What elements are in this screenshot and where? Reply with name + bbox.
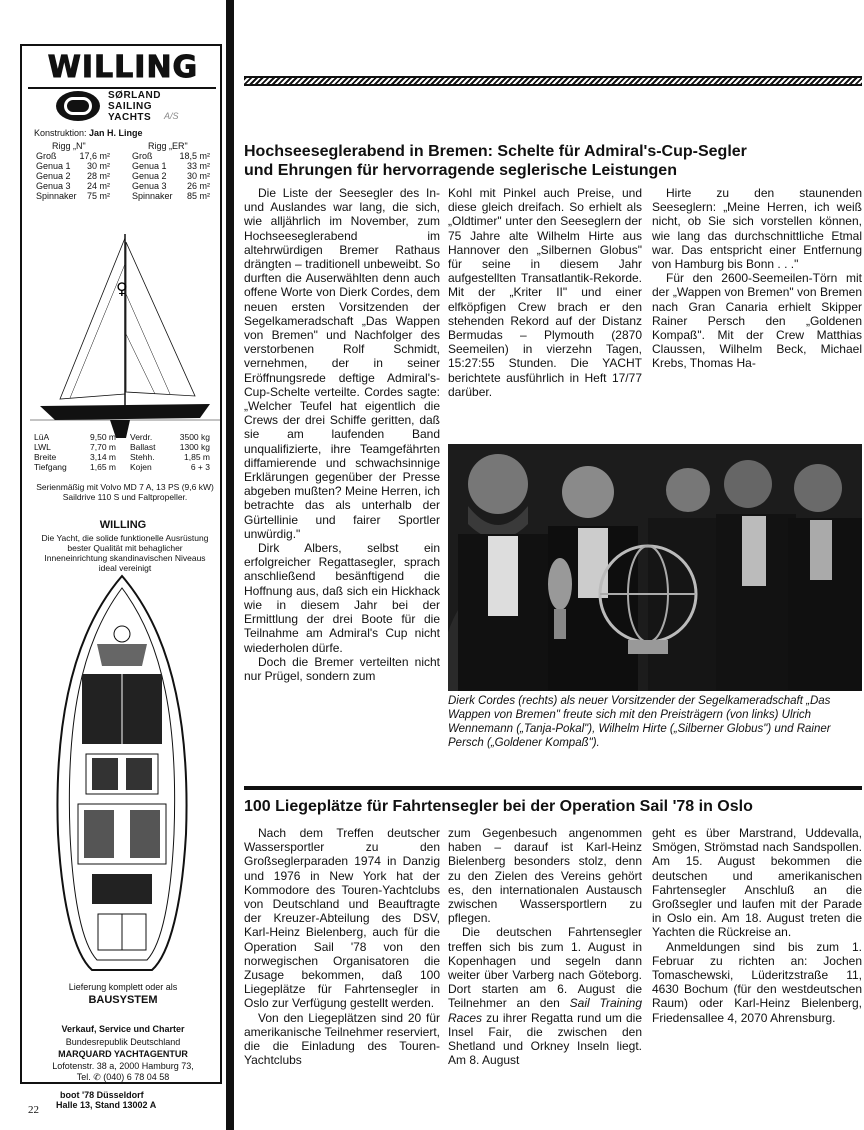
rigg-value: 24 m² <box>86 181 110 191</box>
ad-divider <box>28 87 216 89</box>
rigg-row <box>36 161 110 171</box>
ad-logo-suffix: A/S <box>164 111 179 121</box>
article1-column-2 <box>448 186 642 399</box>
spec-row <box>130 452 210 462</box>
fair-line-2: Halle 13, Stand 13002 A <box>56 1100 157 1110</box>
deck-plan-drawing <box>52 574 192 974</box>
ss-logo-icon <box>56 91 100 121</box>
ad-brand-title: WILLING <box>47 50 199 85</box>
spec-label: LWL <box>34 442 51 452</box>
paragraph: Dirk Albers, selbst ein erfolgreicher Regattasegler, sprach anschließend besänftigend die Hoffnung aus, daß sich ein Hickhack wie in diesem Jahr bei der Ermittlung der drei Boote für die Teilnahme am Admiral's Cup nicht wiederholen dürfe. <box>244 541 440 655</box>
yacht-description: Die Yacht, die solide funktionelle Ausrüstung bester Qualität mit behaglicher Inneneinrichtung skandinavischen Niveaus ideal vereinigt <box>41 533 209 573</box>
spec-label: Stehh. <box>130 452 155 462</box>
article2-column-3 <box>652 826 862 1025</box>
spec-value: 9,50 m <box>90 432 116 442</box>
article2-column-1 <box>244 826 440 1067</box>
ad-logo-line-1: SØRLAND <box>108 90 161 101</box>
specs-left <box>34 432 116 472</box>
page-number: 22 <box>28 1104 39 1116</box>
rigg-value: 30 m² <box>186 171 210 181</box>
rigg-label: Groß <box>36 151 57 161</box>
rigg-value: 30 m² <box>86 161 110 171</box>
rigg-label: Spinnaker <box>132 191 173 201</box>
rigg-er-table <box>132 141 210 201</box>
paragraph: Kohl mit Pinkel auch Preise, und diese gleich dreifach. So erhielt als „Oldtimer" unter den Seeseglern der 75 Jahre alte Wilhelm Hirte aus Hannover den „Silbernen Globus" für seine in diesem Jahr aufgestellten Transatlantik-Rekorde. Mit der „Kriter II" und einer elfköpfigen Crew brach er den stehenden Rekord auf der Distanz Bermudas – Plymouth (2870 Seemeilen) in vierzehn Tagen, 15:27:55 Stunden. Die YACHT berichtete ausführlich in Heft 17/77 darüber. <box>448 186 642 399</box>
spec-label: Tiefgang <box>34 462 67 472</box>
rigg-row <box>132 181 210 191</box>
rigg-row <box>36 191 110 201</box>
paragraph: Die Liste der Seesegler des In- und Auslandes war lang, die sich, wie alljährlich im November, zum Hochseeseglerabend im altehrwürdigen Bremer Rathaus drängten – traditionell unbeweibt. So durften die Auserwählten denn auch offene Worte von Dierk Cordes, dem neuen ersten Vorsitzenden der Segelkameradschaft „Das Wappen von Bremen" und Nachfolger des verstorbenen Rolf Schmidt, vernehmen, der in seiner Eröffnungsrede deftige Admiral's-Cup-Schelte verteilte. Cordes sagte: „Welcher Teufel hat eigentlich die Crews der drei Schiffe geritten, daß sie am laufenden Band unqualifizierte, ihre Teamgefährten diffamierende und schwachsinnige Erklärungen gegenüber der Presse abgeben mußten? Meine Herren, ich betrachte das als unterhalb der Gürtellinie und fairer Sportler unwürdig." <box>244 186 440 541</box>
rigg-label: Genua 1 <box>36 161 71 171</box>
rigg-label: Genua 3 <box>132 181 167 191</box>
paragraph <box>448 925 642 1067</box>
article2-column-2 <box>448 826 642 1067</box>
fair-line-1: boot '78 Düsseldorf <box>60 1090 144 1100</box>
ad-agency: MARQUARD YACHTAGENTUR <box>58 1049 188 1059</box>
spec-row <box>34 452 116 462</box>
ad-logo-line-2: SAILING <box>108 101 153 112</box>
rigg-label: Spinnaker <box>36 191 77 201</box>
rigg-label: Groß <box>132 151 153 161</box>
spec-value: 3500 kg <box>179 432 210 442</box>
ad-brand-small: WILLING <box>99 519 147 531</box>
article1-title-line1: Hochseeseglerabend in Bremen: Schelte für Admiral's-Cup-Segler <box>244 143 747 160</box>
rigg-value: 75 m² <box>86 191 110 201</box>
spec-row <box>34 442 116 452</box>
rigg-label: Genua 2 <box>132 171 167 181</box>
spec-row <box>130 462 210 472</box>
rigg-value: 28 m² <box>86 171 110 181</box>
rigg-row <box>36 171 110 181</box>
spec-value: 1300 kg <box>179 442 210 452</box>
spec-label: Ballast <box>130 442 156 452</box>
spec-row <box>130 442 210 452</box>
ad-designer-label: Konstruktion: <box>34 128 87 138</box>
ad-service: Verkauf, Service und Charter <box>61 1024 185 1034</box>
ad-phone: Tel. ✆ (040) 6 78 04 58 <box>76 1072 170 1082</box>
rigg-label: Genua 3 <box>36 181 71 191</box>
emphasis-text: Sail Training Races <box>448 996 642 1025</box>
rigg-label: Genua 1 <box>132 161 167 171</box>
paragraph: Von den Liegeplätzen sind 20 für amerikanische Teilnehmer reserviert, die die Einladung des Touren-Yachtclubs <box>244 1010 440 1068</box>
ad-bausystem: BAUSYSTEM <box>88 994 158 1006</box>
paragraph: Hirte zu den staunenden Seeseglern: „Meine Herren, ich weiß nicht, ob Sie sich vorstellen können, wie lang das durchschnittliche Etmal war. Das entspricht einer Entfernung von Hamburg bis Bonn . . ." <box>652 186 862 272</box>
award-ceremony-photo <box>448 444 862 691</box>
paragraph: Für den 2600-Seemeilen-Törn mit der „Wappen von Bremen" von Bremen nach Gran Canaria erhielt Skipper Rainer Persch den „Goldenen Kompaß". Mit der Crew Matthias Claussen, Wilhelm Beck, Michael Krebs, Thomas Ha- <box>652 271 862 371</box>
rigg-row <box>132 171 210 181</box>
spec-value: 6 + 3 <box>190 462 210 472</box>
column-divider <box>226 0 234 1130</box>
spec-row <box>130 432 210 442</box>
paragraph: Anmeldungen sind bis zum 1. Februar zu richten an: Jochen Tomaschewski, Lüderitzstraße 11, 4630 Bochum (für den westdeutschen Raum) oder Karl-Heinz Bielenberg, Friedensallee 4, 2070 Ahrensburg. <box>652 939 862 1025</box>
ad-country: Bundesrepublik Deutschland <box>65 1037 181 1047</box>
ad-designer-name: Jan H. Linge <box>89 128 143 138</box>
spec-value: 3,14 m <box>90 452 116 462</box>
specs-right <box>130 432 210 472</box>
rigg-row <box>36 181 110 191</box>
header-band <box>244 76 862 86</box>
engine-text: Serienmäßig mit Volvo MD 7 A, 13 PS (9,6 kW) Saildrive 110 S und Faltpropeller. <box>36 482 214 502</box>
ad-address: Lofotenstr. 38 a, 2000 Hamburg 73, <box>52 1061 194 1071</box>
photo-caption: Dierk Cordes (rechts) als neuer Vorsitzender der Segelkameradschaft „Das Wappen von Bremen" freute sich mit den Preisträgern (von links) Ulrich Wennemann („Tanja-Pokal"), Wilhelm Hirte („Silberner Globus") und Rainer Persch („Goldener Kompaß"). <box>448 695 831 749</box>
ad-delivery: Lieferung komplett oder als <box>68 982 178 992</box>
ad-logo-line-3: YACHTS <box>108 112 152 123</box>
spec-label: Breite <box>34 452 57 462</box>
rigg-row <box>132 191 210 201</box>
text-run: Die deutschen Fahrtensegler treffen sich bis zum 1. August in Kopenhagen und segeln dann weiter über Varberg nach Göteborg. Dort starten am 6. August die Teilnehmer an den <box>448 925 642 1011</box>
article1-column-1 <box>244 186 440 683</box>
spec-row <box>34 432 116 442</box>
rigg-value: 85 m² <box>186 191 210 201</box>
spec-label: LüA <box>34 432 50 442</box>
paragraph: Doch die Bremer verteilten nicht nur Prügel, sondern zum <box>244 654 440 683</box>
rigg-label: Genua 2 <box>36 171 71 181</box>
paragraph: zum Gegenbesuch angenommen haben – darauf ist Karl-Heinz Bielenberg besonders stolz, denn zu den Zielen des Vereins gehört es, den internationalen Austausch zwischen Wassersportlern zu pflegen. <box>448 826 642 926</box>
article2-title: 100 Liegeplätze für Fahrtensegler bei der Operation Sail '78 in Oslo <box>244 798 753 815</box>
rigg-row <box>132 161 210 171</box>
ad-fair-info <box>20 1090 226 1110</box>
spec-row <box>34 462 116 472</box>
advertisement <box>0 0 226 1130</box>
rigg-er-title: Rigg „ER" <box>148 141 188 151</box>
article1-column-3 <box>652 186 862 371</box>
article1-title-line2: und Ehrungen für hervorragende seglerische Leistungen <box>244 162 677 179</box>
article1-title <box>244 142 862 180</box>
sailplan-drawing <box>30 234 220 444</box>
rigg-value: 26 m² <box>186 181 210 191</box>
ad-frame <box>20 44 222 1084</box>
spec-label: Verdr. <box>130 432 153 442</box>
rigg-value: 18,5 m² <box>179 151 210 161</box>
rigg-value: 33 m² <box>186 161 210 171</box>
rigg-n-title: Rigg „N" <box>52 141 86 151</box>
article-photo <box>448 444 862 691</box>
paragraph: geht es über Marstrand, Uddevalla, Smögen, Strömstad nach Sandspollen. Am 15. August bekommen die deutschen und amerikanischen Fahrtensegler Anschluß an die Großsegler und laufen mit der Parade in Oslo ein. Am 18. August treten die Yachten die Rückreise an. <box>652 826 862 940</box>
ad-designer <box>34 128 143 138</box>
rigg-value: 17,6 m² <box>79 151 110 161</box>
article-separator <box>244 786 862 790</box>
spec-value: 1,65 m <box>90 462 116 472</box>
svg-text:♀: ♀ <box>116 279 128 298</box>
spec-label: Kojen <box>130 462 152 472</box>
rigg-row <box>36 151 110 161</box>
text-run: zu ihrer Regatta rund um die Insel Fair, die zwischen den Shetland und Orkney Inseln liegt. Am 8. August <box>448 1010 642 1068</box>
spec-value: 7,70 m <box>90 442 116 452</box>
spec-value: 1,85 m <box>184 452 210 462</box>
paragraph: Nach dem Treffen deutscher Wassersportler zu den Großseglerparaden 1974 in Danzig und 1976 in New York hat der Kommodore des Touren-Yachtclubs von Deutschland und Beauftragte der Kreuzer-Abteilung des DSV, Karl-Heinz Bielenberg, auch für die Operation Sail '78 von den norwegischen Organisatoren die Zusage bekommen, daß 100 Liegeplätze für Fahrtensegler in Oslo zur Verfügung gestellt werden. <box>244 826 440 1011</box>
rigg-n-table <box>36 141 110 201</box>
rigg-row <box>132 151 210 161</box>
